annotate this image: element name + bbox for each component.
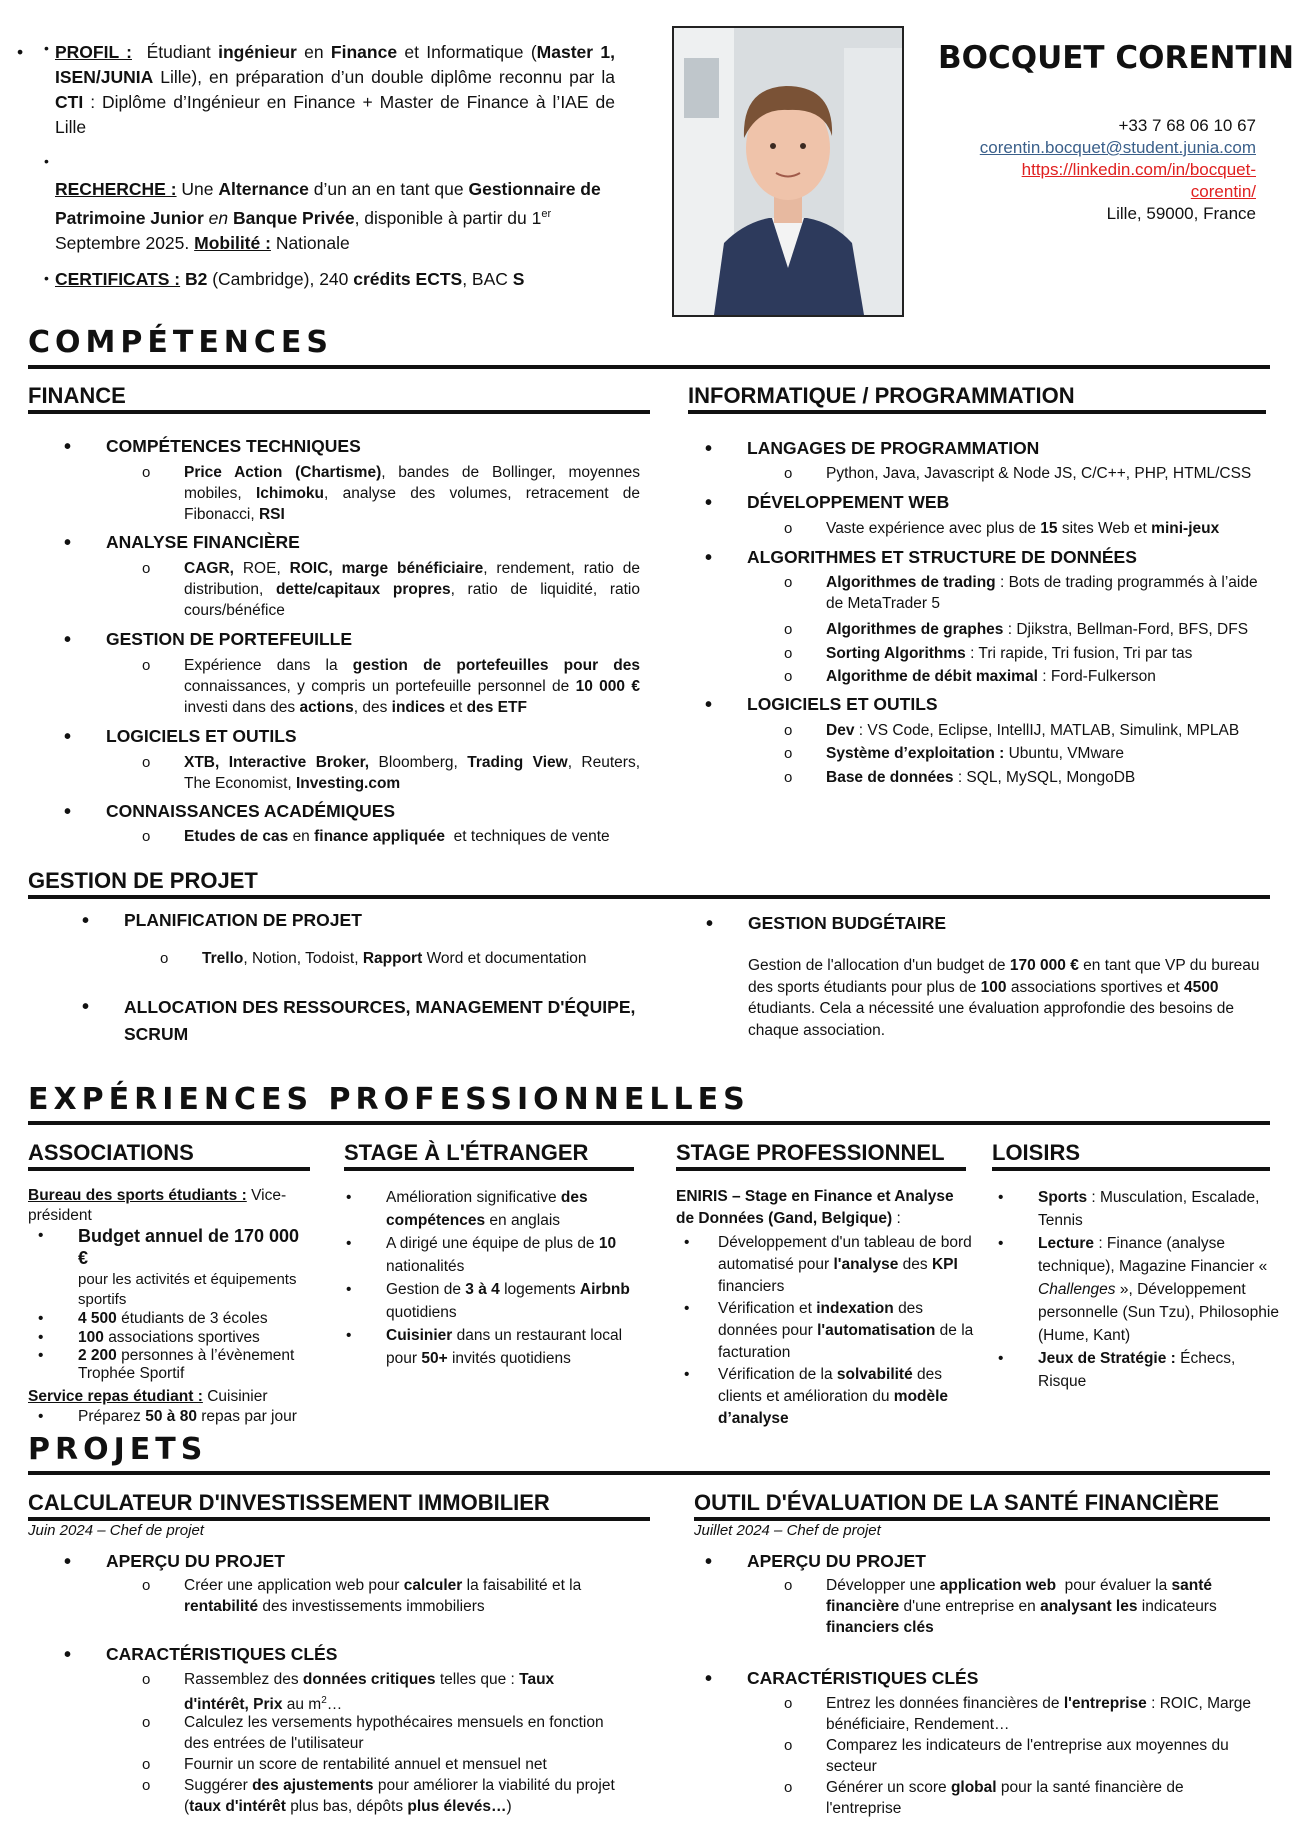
p2-apercu: • APERÇU DU PROJET	[747, 1551, 926, 1572]
pro-title: STAGE PROFESSIONNEL	[676, 1140, 945, 1165]
finance-item-logiciels: • LOGICIELS ET OUTILS	[106, 726, 297, 747]
projets-rule	[28, 1471, 1270, 1475]
p1-apercu-detail: o Créer une application web pour calculer la faisabilité et la rentabilité des investissements immobiliers	[184, 1575, 634, 1617]
contact-block	[896, 115, 1256, 225]
projet-planification-detail: o Trello, Notion, Todoist, Rapport Word et documentation	[202, 948, 642, 969]
info-os: o Système d’exploitation : Ubuntu, VMware	[826, 743, 1266, 764]
p1-feature-1: o Rassemblez des données critiques telles que : Taux d'intérêt, Prix au $m^2\dots$	[184, 1669, 604, 1715]
finance-item-portefeuille: • GESTION DE PORTEFEUILLE	[106, 629, 352, 650]
candidate-name: BOCQUET CORENTIN	[938, 40, 1295, 76]
projet-item-allocation: • ALLOCATION DES RESSOURCES, MANAGEMENT D'ÉQUIPE, SCRUM	[124, 994, 654, 1048]
info-item-logiciels: • LOGICIELS ET OUTILS	[747, 694, 938, 715]
finance-title: FINANCE	[28, 383, 126, 408]
finance-logiciels-detail: o XTB, Interactive Broker, Bloomberg, Trading View, Reuters, The Economist, Investing.com	[184, 752, 640, 794]
linkedin-link[interactable]: https://linkedin.com/in/bocquet-	[1021, 160, 1256, 179]
loisirs-title: LOISIRS	[992, 1140, 1081, 1165]
project1-rule	[28, 1517, 650, 1521]
competences-rule	[28, 365, 1270, 369]
recherche-block: RECHERCHE : Une Alternance d’un an en tant que Gestionnaire de Patrimoine Junior en Banque Privée, disponible à partir du 1er Septembre 2025. Mobilité : Nationale	[55, 179, 601, 253]
experiences-rule	[28, 1121, 1270, 1125]
finance-item-analyse: • ANALYSE FINANCIÈRE	[106, 532, 300, 553]
finance-item-academiques: • CONNAISSANCES ACADÉMIQUES	[106, 801, 395, 822]
info-title: INFORMATIQUE / PROGRAMMATION	[688, 383, 1075, 408]
loisirs-rule	[992, 1167, 1270, 1171]
p1-caracteristiques: • CARACTÉRISTIQUES CLÉS	[106, 1644, 337, 1665]
info-algo-graphes: o Algorithmes de graphes : Djikstra, Bellman-Ford, BFS, DFS	[826, 619, 1276, 640]
p2-feature-2: o Comparez les indicateurs de l'entreprise aux moyennes du secteur	[826, 1735, 1266, 1777]
p1-feature-2: o Calculez les versements hypothécaires mensuels en fonction des entrées de l'utilisateur	[184, 1712, 604, 1754]
info-web-detail: o Vaste expérience avec plus de 15 sites Web et mini-jeux	[826, 518, 1266, 539]
project1-date: Juin 2024 – Chef de projet	[28, 1522, 204, 1539]
gestion-projet-rule	[28, 895, 1270, 899]
profile-photo	[672, 26, 904, 317]
profile-block: PROFIL : Étudiant ingénieur en Finance et Informatique (Master 1, ISEN/JUNIA Lille), en préparation d’un double diplôme reconnu par la CTI : Diplôme d’Ingénieur en Finance + Master de Finance à l’IAE de Lille	[55, 42, 615, 137]
projet-item-planification: • PLANIFICATION DE PROJET	[124, 910, 362, 931]
p2-feature-1: o Entrez les données financières de l'entreprise : ROIC, Marge bénéficiaire, Rendement…	[826, 1693, 1266, 1735]
p2-caracteristiques: • CARACTÉRISTIQUES CLÉS	[747, 1668, 978, 1689]
pro-rule	[676, 1167, 966, 1171]
finance-academiques-detail: o Etudes de cas en finance appliquée et techniques de vente	[184, 826, 654, 847]
empty-bullet: •	[44, 153, 49, 169]
project1-title: CALCULATEUR D'INVESTISSEMENT IMMOBILIER	[28, 1490, 550, 1515]
finance-techniques-detail: o Price Action (Chartisme), bandes de Bollinger, moyennes mobiles, Ichimoku, analyse des volumes, retracement de Fibonacci, RSI	[184, 462, 640, 525]
etranger-content: • Amélioration significative des compétences en anglais • A dirigé une équipe de plus de 10 nationalités • Gestion de 3 à 4 logements Airbnb quotidiens • Cuisinier dans un restaurant local pour 50+ invités quotidiens	[346, 1189, 630, 1367]
competences-title: COMPÉTENCES	[28, 325, 334, 360]
projet-budget-detail: Gestion de l'allocation d'un budget de 170 000 € en tant que VP du bureau des sports étudiants pour plus de 100 associations sportives et 4500 étudiants. Cela a nécessité une évaluation approfondie des besoins de chaque association.	[748, 957, 1260, 1039]
profile-bullet: •	[44, 40, 49, 56]
info-rule	[688, 410, 1266, 414]
etranger-title: STAGE À L'ÉTRANGER	[344, 1140, 589, 1165]
location-text: Lille, 59000, France	[1106, 204, 1256, 223]
finance-item-techniques: • COMPÉTENCES TECHNIQUES	[106, 436, 361, 457]
info-langages-detail: o Python, Java, Javascript & Node JS, C/C++, PHP, HTML/CSS	[826, 463, 1266, 484]
certificats-bullet: •	[44, 270, 49, 286]
finance-portefeuille-detail: o Expérience dans la gestion de portefeuilles pour des connaissances, y compris un portefeuille personnel de 10 000 € investi dans des actions, des indices et des ETF	[184, 655, 640, 718]
portrait-illustration	[674, 28, 902, 315]
p1-feature-3: o Fournir un score de rentabilité annuel et mensuel net	[184, 1754, 624, 1775]
experiences-title: EXPÉRIENCES PROFESSIONNELLES	[28, 1082, 750, 1117]
info-item-web: • DÉVELOPPEMENT WEB	[747, 492, 949, 513]
finance-analyse-detail: o CAGR, ROE, ROIC, marge bénéficiaire, rendement, ratio de distribution, dette/capitaux propres, ratio de liquidité, ratio cours/bénéfice	[184, 558, 640, 621]
loisirs-content: • Sports : Musculation, Escalade, Tennis • Lecture : Finance (analyse technique), Magazine Financier « Challenges », Développement personnelle (Sun Tzu), Philosophie (Hume, Kant) • Jeux de Stratégie : Échecs, Risque	[998, 1189, 1279, 1390]
associations-title: ASSOCIATIONS	[28, 1140, 194, 1165]
project2-title: OUTIL D'ÉVALUATION DE LA SANTÉ FINANCIÈRE	[694, 1490, 1220, 1515]
finance-rule	[28, 410, 650, 414]
p2-apercu-detail: o Développer une application web pour évaluer la santé financière d'une entreprise en analysant les indicateurs financiers clés	[826, 1575, 1266, 1638]
info-algo-debit: o Algorithme de débit maximal : Ford-Fulkerson	[826, 666, 1266, 687]
info-algo-trading: o Algorithmes de trading : Bots de trading programmés à l’aide de MetaTrader 5	[826, 572, 1266, 614]
p2-feature-3: o Générer un score global pour la santé financière de l'entreprise	[826, 1777, 1246, 1819]
info-algo-sorting: o Sorting Algorithms : Tri rapide, Tri fusion, Tri par tas	[826, 643, 1266, 664]
info-item-langages: • LANGAGES DE PROGRAMMATION	[747, 438, 1039, 459]
etranger-rule	[344, 1167, 634, 1171]
project2-rule	[694, 1517, 1270, 1521]
projet-item-budget: • GESTION BUDGÉTAIRE	[748, 913, 946, 934]
gestion-projet-title: GESTION DE PROJET	[28, 868, 258, 893]
p1-feature-4: o Suggérer des ajustements pour améliorer la viabilité du projet (taux d'intérêt plus bas, dépôts plus élevés…)	[184, 1775, 624, 1817]
projets-title: PROJETS	[28, 1432, 208, 1467]
associations-content: Bureau des sports étudiants : Vice-président • Budget annuel de 170 000 € pour les activités et équipements sportifs • 4 500 étudiants de 3 écoles • 100 associations sportives • 2 200 personnes à l’évènement Trophée Sportif Service repas étudiant : Cuisinier • Préparez 50 à 80 repas par jour	[28, 1187, 300, 1425]
info-dev: o Dev : VS Code, Eclipse, IntellIJ, MATLAB, Simulink, MPLAB	[826, 720, 1276, 741]
pro-content: ENIRIS – Stage en Finance et Analyse de Données (Gand, Belgique) : • Développement d'un tableau de bord automatisé pour l'analyse des KPI financiers • Vérification et indexation des données pour l'automatisation de la facturation • Vérification de la solvabilité des clients et amélioration du modèle d’analyse	[676, 1188, 974, 1427]
p1-apercu: • APERÇU DU PROJET	[106, 1551, 285, 1572]
linkedin-link-cont[interactable]: corentin/	[1190, 182, 1256, 201]
email-link[interactable]: corentin.bocquet@student.junia.com	[979, 138, 1256, 157]
certificats-block: CERTIFICATS : B2 (Cambridge), 240 crédits ECTS, BAC S	[55, 269, 525, 289]
project2-date: Juillet 2024 – Chef de projet	[694, 1522, 881, 1539]
info-db: o Base de données : SQL, MySQL, MongoDB	[826, 767, 1266, 788]
info-item-algorithmes: • ALGORITHMES ET STRUCTURE DE DONNÉES	[747, 547, 1137, 568]
phone-text: +33 7 68 06 10 67	[1118, 116, 1256, 135]
associations-rule	[28, 1167, 310, 1171]
